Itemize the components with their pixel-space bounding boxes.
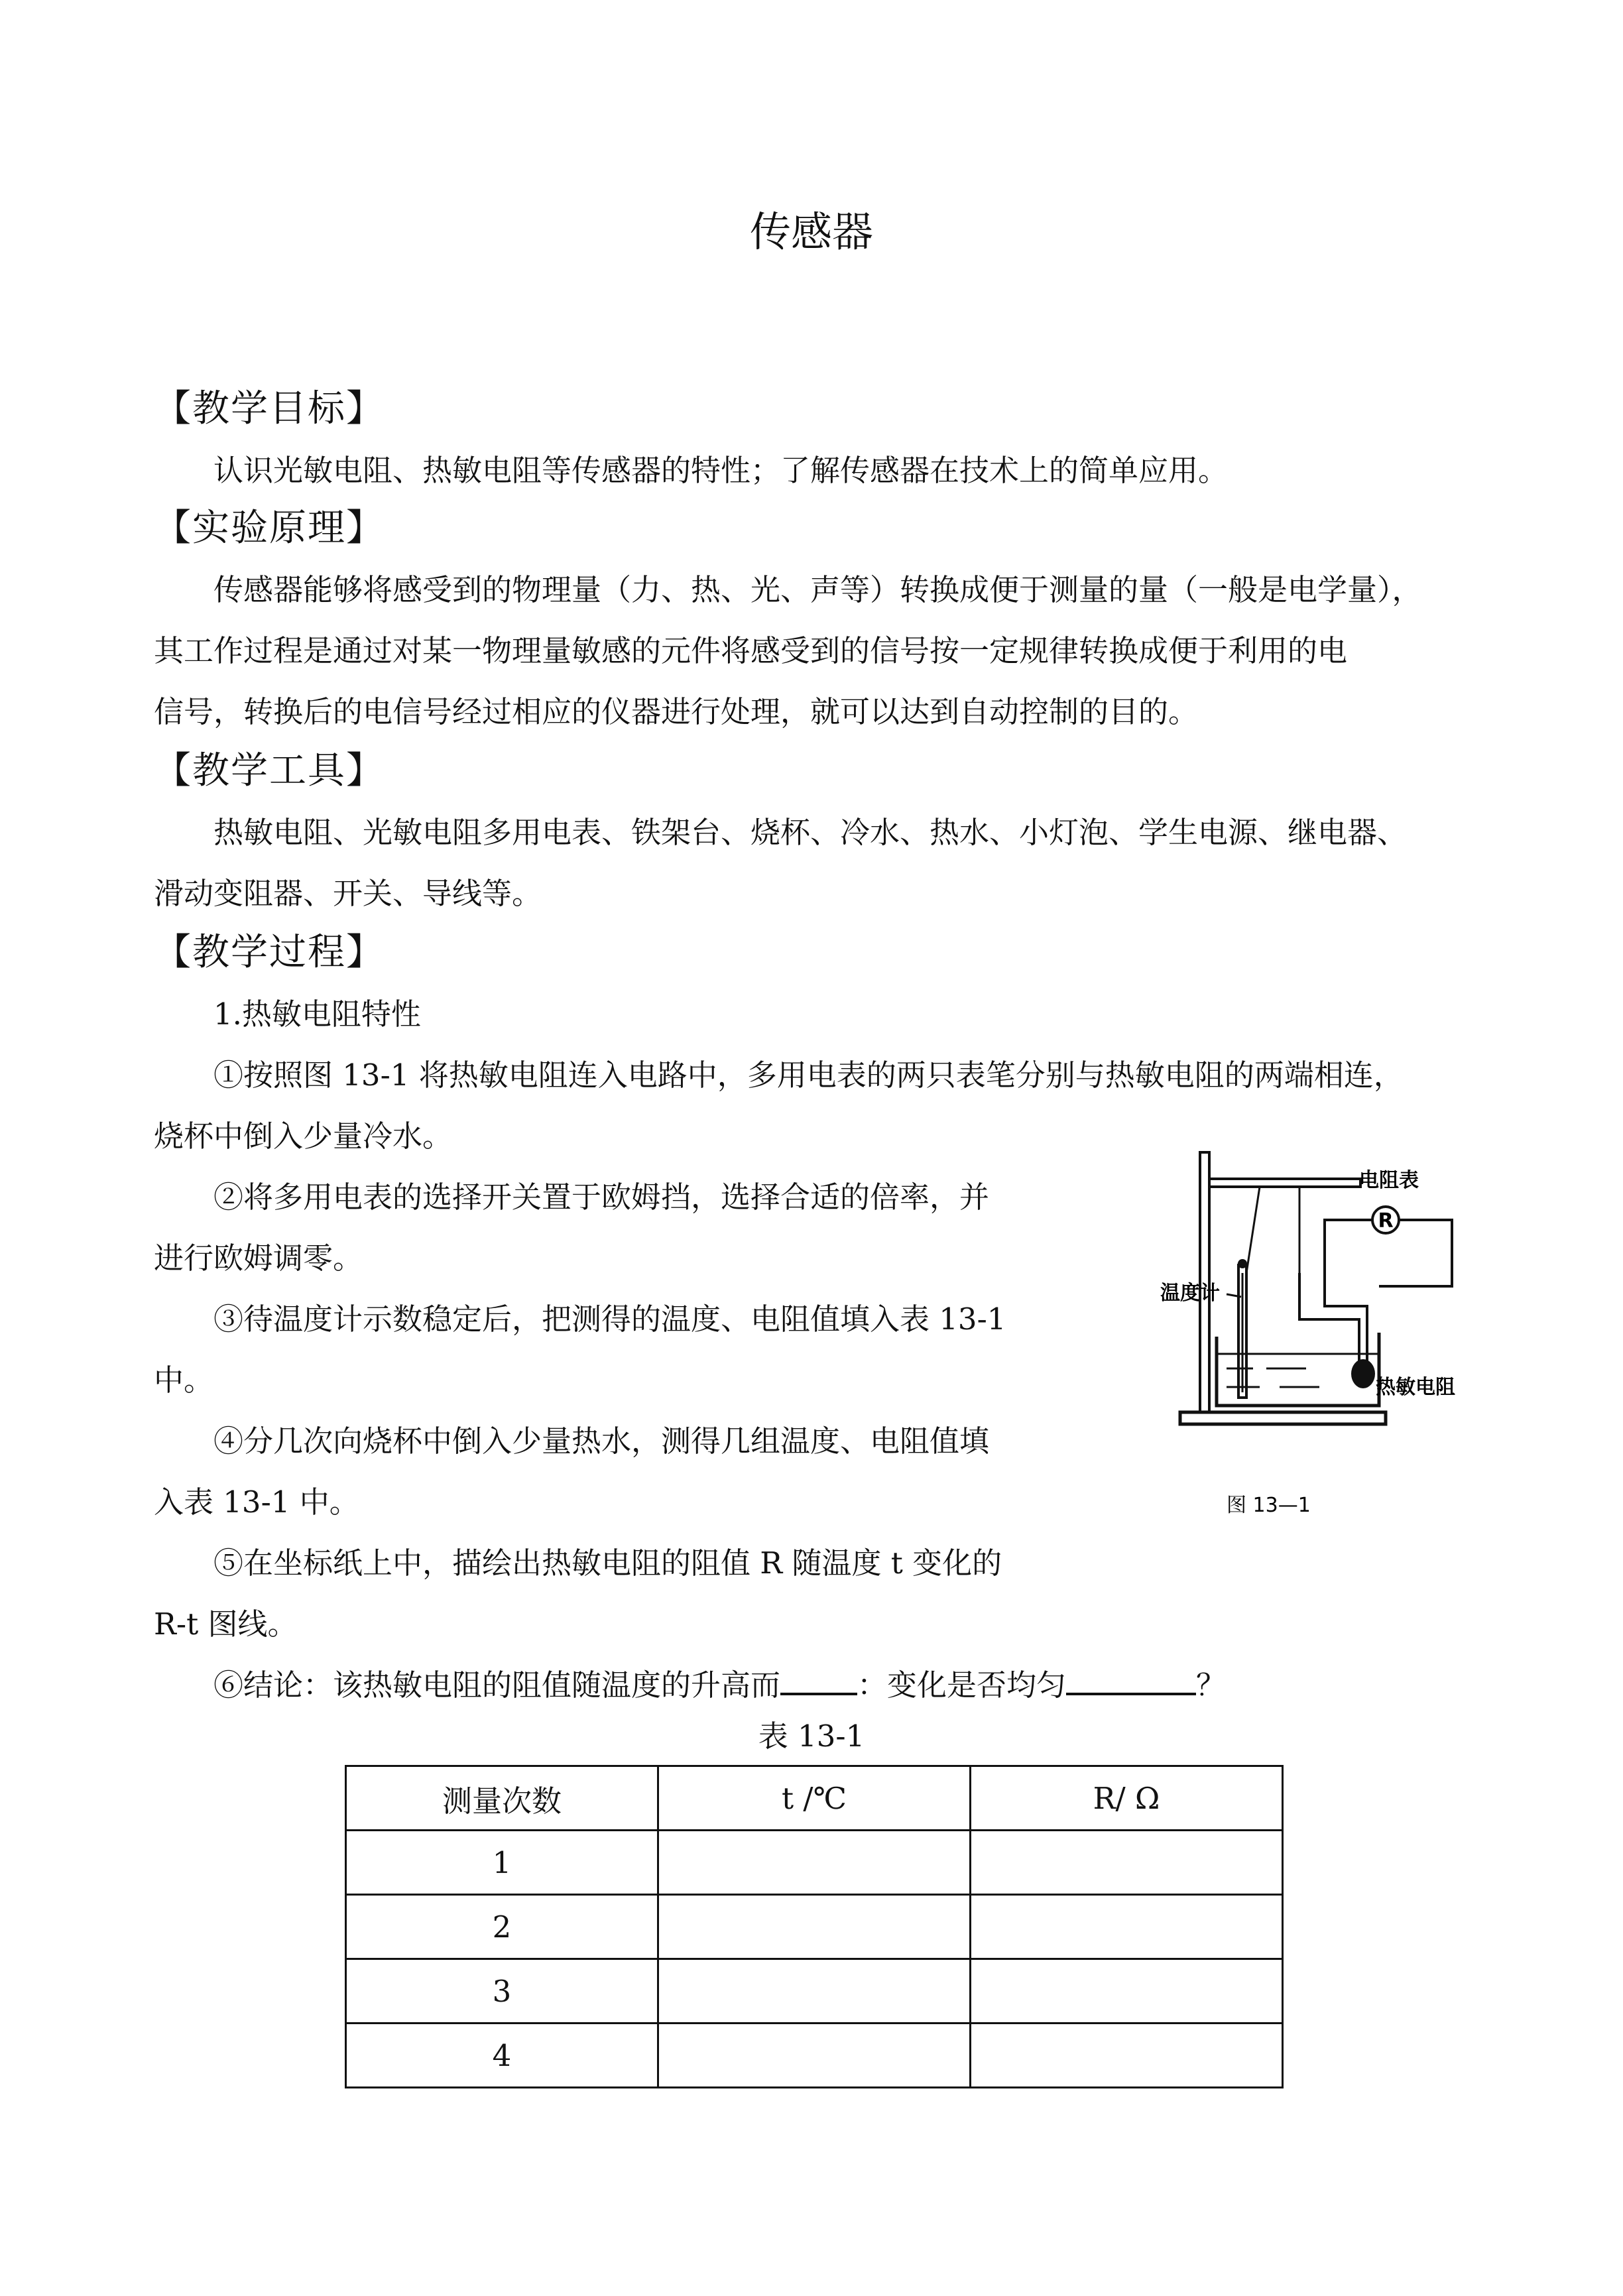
step-3-line-1: ③待温度计示数稳定后，把测得的温度、电阻值填入表 13-1 [213,1301,1006,1337]
step-6-text-1: ⑥结论：该热敏电阻的阻值随温度的升高而 [213,1667,781,1703]
step-4-line-2: 入表 13-1 中。 [154,1484,359,1520]
row-3-trial: 3 [346,1959,658,2024]
row-2-trial: 2 [346,1895,658,1959]
row-1-resistance[interactable] [971,1831,1283,1895]
step-5-line-2: R-t 图线。 [154,1606,298,1642]
header-temperature: t /℃ [658,1766,971,1831]
table-row [346,1895,1283,1959]
table-row [346,2024,1283,2088]
row-1-temperature[interactable] [658,1831,971,1895]
principle-line-2: 其工作过程是通过对某一物理量敏感的元件将感受到的信号按一定规律转换成便于利用的电 [154,633,1348,668]
blank-uniform[interactable] [1066,1662,1196,1695]
process-heading: 【教学过程】 [154,931,385,974]
step-3-line-2: 中。 [154,1362,214,1398]
blank-trend[interactable] [780,1662,857,1695]
page-title: 传感器 [749,208,873,256]
row-4-resistance[interactable] [971,2024,1283,2088]
step-5-line-1: ⑤在坐标纸上中，描绘出热敏电阻的阻值 R 随温度 t 变化的 [213,1545,1002,1581]
row-3-resistance[interactable] [971,1959,1283,2024]
ohmmeter-label: 电阻表 [1359,1169,1419,1192]
tools-heading: 【教学工具】 [154,749,385,792]
step-6-text-2: ：变化是否均匀 [857,1667,1067,1703]
principle-line-1: 传感器能够将感受到的物理量（力、热、光、声等）转换成便于测量的量（一般是电学量）， [213,572,1422,607]
step-2-line-2: 进行欧姆调零。 [154,1240,363,1276]
thermometer-label: 温度计 [1160,1282,1220,1305]
table-caption: 表 13-1 [758,1719,865,1754]
table-row [346,1831,1283,1895]
step-1-line-1: ①按照图 13-1 将热敏电阻连入电路中，多用电表的两只表笔分别与热敏电阻的两端相连， [213,1057,1404,1093]
principle-heading: 【实验原理】 [154,507,385,550]
ohmmeter-symbol: R [1378,1209,1394,1233]
objective-text: 认识光敏电阻、热敏电阻等传感器的特性；了解传感器在技术上的简单应用。 [213,453,1229,488]
step-4-line-1: ④分几次向烧杯中倒入少量热水，测得几组温度、电阻值填 [213,1423,990,1459]
row-1-trial: 1 [346,1831,658,1895]
row-2-resistance[interactable] [971,1895,1283,1959]
thermistor-label: 热敏电阻 [1376,1376,1455,1399]
tools-line-1: 热敏电阻、光敏电阻多用电表、铁架台、烧杯、冷水、热水、小灯泡、学生电源、继电器、 [213,815,1408,850]
objective-heading: 【教学目标】 [154,387,385,430]
step-6-conclusion [213,1655,1226,1716]
process-subheading: 1.热敏电阻特性 [213,997,421,1032]
table-header-row [346,1766,1283,1831]
row-4-trial: 4 [346,2024,658,2088]
stand-base [1180,1412,1386,1424]
thermistor [1351,1359,1375,1388]
step-1-line-2: 烧杯中倒入少量冷水。 [154,1118,453,1154]
row-2-temperature[interactable] [658,1895,971,1959]
header-resistance: R/ Ω [971,1766,1283,1831]
row-4-temperature[interactable] [658,2024,971,2088]
step-2-line-1: ②将多用电表的选择开关置于欧姆挡，选择合适的倍率，并 [213,1179,990,1215]
principle-line-3: 信号，转换后的电信号经过相应的仪器进行处理，就可以达到自动控制的目的。 [154,694,1199,729]
stand-arm [1209,1179,1360,1187]
figure-13-1 [1160,1140,1465,1518]
step-6-text-3: ？ [1196,1667,1227,1703]
table-row [346,1959,1283,2024]
header-trial: 测量次数 [346,1766,658,1831]
tools-line-2: 滑动变阻器、开关、导线等。 [154,876,542,911]
row-3-temperature[interactable] [658,1959,971,2024]
figure-caption: 图 13—1 [1227,1494,1311,1517]
data-table [345,1765,1284,2088]
